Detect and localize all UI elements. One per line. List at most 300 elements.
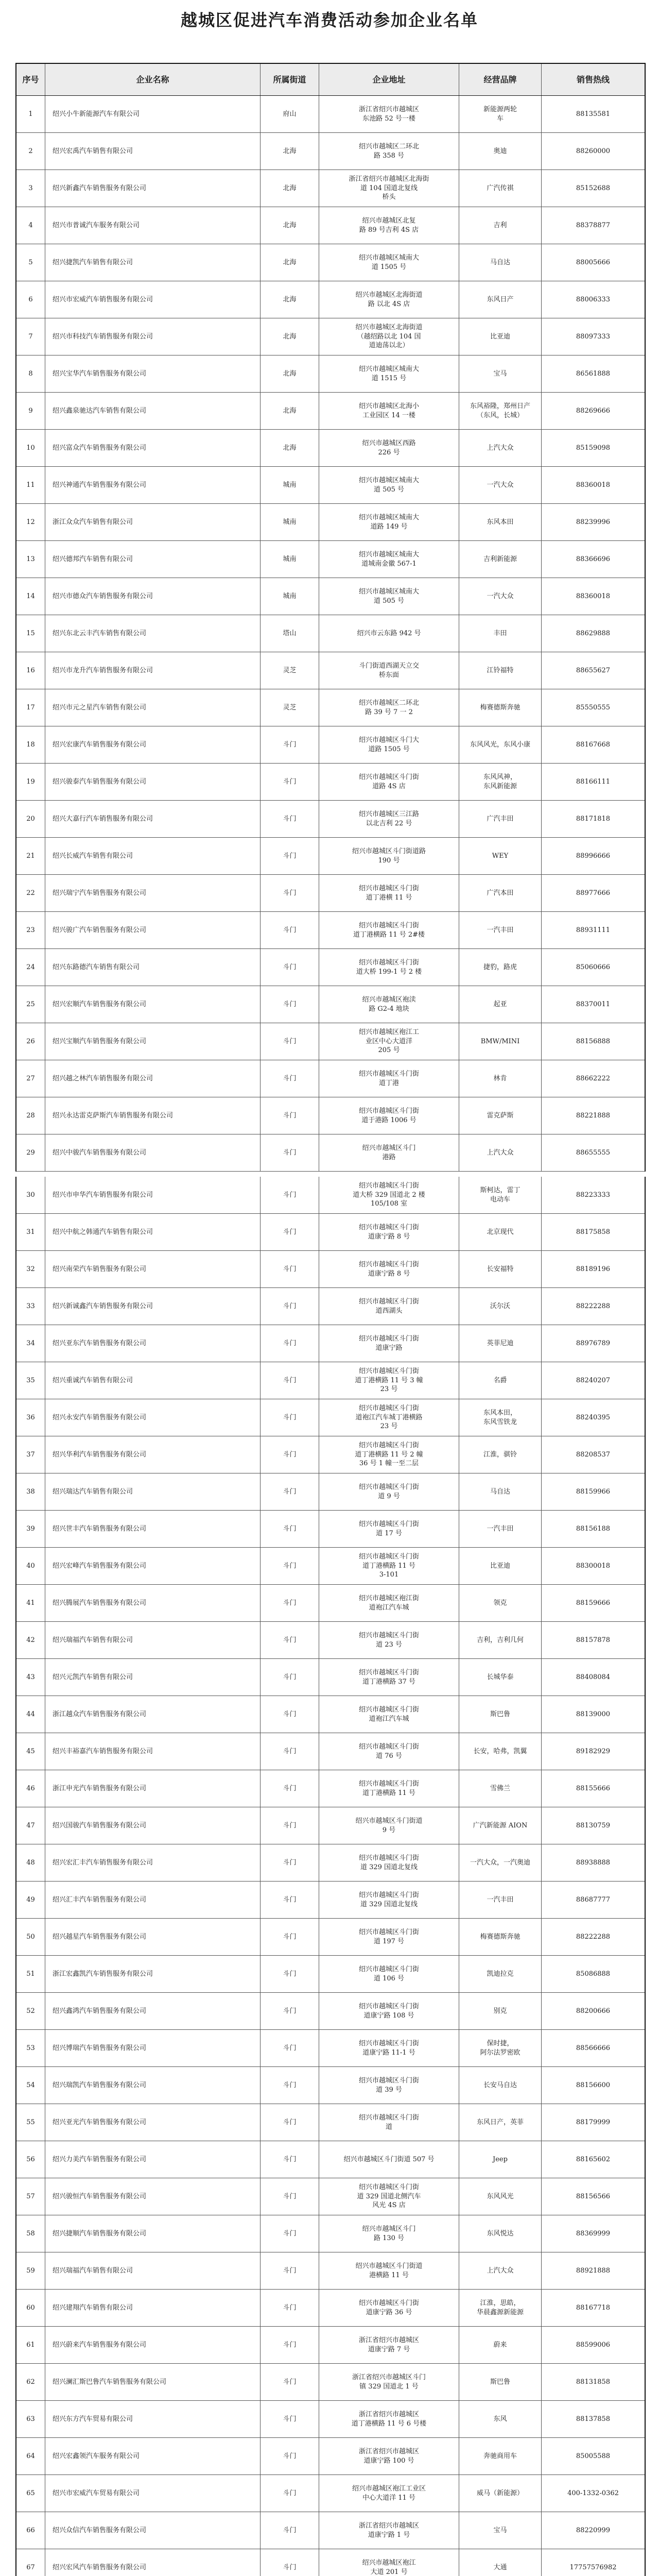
- street-cell: 斗门: [261, 875, 319, 911]
- address-cell: 绍兴市越城区斗门街 道丁港横路 11 号 2#楼: [319, 912, 459, 948]
- table-row: [16, 875, 645, 912]
- brand-cell: 沃尔沃: [459, 1288, 542, 1325]
- street-cell: 斗门: [261, 2030, 319, 2066]
- table-row: [16, 2327, 645, 2364]
- brand-cell: WEY: [459, 838, 542, 874]
- street-cell: 北海: [261, 355, 319, 392]
- serial-number-cell: 1: [16, 96, 45, 132]
- sales-hotline-cell: 88159666: [576, 1599, 611, 1607]
- sales-hotline-cell: 88369999: [576, 2229, 611, 2238]
- page-break: [15, 1172, 646, 1177]
- brand-cell: 丰田: [459, 615, 542, 652]
- brand-cell: 上汽大众: [459, 1134, 542, 1171]
- serial-number-cell: 16: [16, 652, 45, 689]
- sales-hotline-cell: 88156600: [576, 2081, 611, 2089]
- serial-number-cell: 54: [16, 2067, 45, 2104]
- table-row: [16, 2512, 645, 2549]
- table-row: [16, 1956, 645, 1993]
- brand-cell: 雷克萨斯: [459, 1097, 542, 1134]
- serial-number-cell: 20: [16, 801, 45, 837]
- brand-cell: 东风日产，英菲: [459, 2104, 542, 2141]
- brand-cell: 广汽丰田: [459, 801, 542, 837]
- dealer-table: [15, 63, 646, 2576]
- company-name-cell: 绍兴华利汽车销售服务有限公司: [45, 1436, 261, 1473]
- table-row: [16, 2549, 645, 2576]
- address-cell: 绍兴市越城区斗门街 道于港路 1006 号: [319, 1097, 459, 1134]
- company-name-cell: 绍兴宏康汽车销售服务有限公司: [45, 726, 261, 763]
- brand-cell: 别克: [459, 1993, 542, 2029]
- serial-number-cell: 63: [16, 2401, 45, 2437]
- company-name-cell: 绍兴市元之星汽车销售有限公司: [45, 689, 261, 726]
- brand-cell: 广汽新能源 AION: [459, 1807, 542, 1844]
- table-row: [16, 1548, 645, 1585]
- sales-hotline-cell: 88165602: [576, 2155, 611, 2163]
- brand-cell: 奥迪: [459, 133, 542, 170]
- sales-hotline-cell: 88360018: [576, 481, 611, 489]
- table-row: [16, 504, 645, 541]
- street-cell: 北海: [261, 133, 319, 170]
- company-name-cell: 绍兴市龙升汽车销售服务有限公司: [45, 652, 261, 689]
- sales-hotline-cell: 88139000: [576, 1710, 611, 1718]
- sales-hotline-cell: 88166111: [576, 777, 611, 786]
- company-name-cell: 浙江众众汽车销售有限公司: [45, 504, 261, 540]
- company-name-cell: 绍兴元凯汽车销售有限公司: [45, 1659, 261, 1696]
- street-cell: 斗门: [261, 1770, 319, 1807]
- brand-cell: 一汽丰田: [459, 1511, 542, 1547]
- sales-hotline-cell: 88370011: [576, 1000, 611, 1008]
- company-name-cell: 绍兴长威汽车销售有限公司: [45, 838, 261, 874]
- table-row: [16, 1993, 645, 2030]
- serial-number-cell: 31: [16, 1214, 45, 1250]
- table-row: [16, 1696, 645, 1733]
- table-row: [16, 726, 645, 764]
- street-cell: 斗门: [261, 1585, 319, 1621]
- serial-number-cell: 34: [16, 1325, 45, 1362]
- street-cell: 斗门: [261, 838, 319, 874]
- table-row: [16, 2067, 645, 2104]
- serial-number-cell: 3: [16, 170, 45, 207]
- street-cell: 斗门: [261, 1696, 319, 1733]
- brand-cell: 马自达: [459, 1473, 542, 1510]
- serial-number-cell: 33: [16, 1288, 45, 1325]
- sales-hotline-cell: 88566666: [576, 2044, 611, 2052]
- serial-number-cell: 28: [16, 1097, 45, 1134]
- street-cell: 斗门: [261, 912, 319, 948]
- sales-hotline-cell: 88655627: [576, 666, 611, 674]
- company-name-cell: 绍兴鑫鸿汽车销售服务有限公司: [45, 1993, 261, 2029]
- serial-number-cell: 2: [16, 133, 45, 170]
- table-row: [16, 2104, 645, 2141]
- company-name-cell: 绍兴丰裕嘉汽车销售服务有限公司: [45, 1733, 261, 1770]
- address-cell: 绍兴市越城区二环北 路 358 号: [319, 133, 459, 170]
- address-cell: 绍兴市越城区斗门街 道丁港: [319, 1060, 459, 1097]
- company-name-cell: 浙江宏鑫凯汽车销售服务有限公司: [45, 1956, 261, 1992]
- page-title: 越城区促进汽车消费活动参加企业名单: [180, 10, 478, 30]
- table-row: [16, 1177, 645, 1214]
- table-header-row: [16, 64, 645, 96]
- company-name-cell: 绍兴新鑫汽车销售服务有限公司: [45, 170, 261, 207]
- company-name-cell: 绍兴大嘉行汽车销售服务有限公司: [45, 801, 261, 837]
- brand-cell: 东风风神， 东风新能源: [459, 764, 542, 800]
- sales-hotline-cell: 88687777: [576, 1895, 611, 1904]
- street-cell: 斗门: [261, 1362, 319, 1399]
- sales-hotline-cell: 85005588: [576, 2452, 611, 2460]
- street-cell: 城南: [261, 467, 319, 503]
- sales-hotline-cell: 88156888: [576, 1037, 611, 1045]
- serial-number-cell: 49: [16, 1882, 45, 1918]
- table-row: [16, 1251, 645, 1288]
- company-name-cell: 绍兴宏禹汽车销售有限公司: [45, 133, 261, 170]
- serial-number-cell: 21: [16, 838, 45, 874]
- table-row: [16, 2252, 645, 2290]
- serial-number-cell: 38: [16, 1473, 45, 1510]
- sales-hotline-cell: 88996666: [576, 852, 611, 860]
- street-cell: 北海: [261, 430, 319, 466]
- brand-cell: 吉利: [459, 207, 542, 244]
- brand-cell: 大通: [459, 2549, 542, 2576]
- serial-number-cell: 64: [16, 2438, 45, 2475]
- street-cell: 斗门: [261, 1251, 319, 1287]
- table-row: [16, 430, 645, 467]
- sales-hotline-cell: 85152688: [576, 184, 611, 192]
- brand-cell: 比亚迪: [459, 1548, 542, 1584]
- brand-cell: 新能源两轮 车: [459, 96, 542, 132]
- sales-hotline-cell: 88366696: [576, 555, 611, 563]
- table-row: [16, 764, 645, 801]
- table-row: [16, 2030, 645, 2067]
- brand-cell: 捷豹，路虎: [459, 949, 542, 986]
- table-row: [16, 355, 645, 393]
- brand-cell: 东风本田， 东风雪铁龙: [459, 1399, 542, 1436]
- street-cell: 斗门: [261, 2475, 319, 2512]
- brand-cell: 江铃福特: [459, 652, 542, 689]
- serial-number-cell: 60: [16, 2290, 45, 2326]
- street-cell: 斗门: [261, 726, 319, 763]
- serial-number-cell: 5: [16, 244, 45, 281]
- company-name-cell: 绍兴重诚汽车销售有限公司: [45, 1362, 261, 1399]
- address-cell: 浙江省绍兴市越城区 道康宁路 1 号: [319, 2512, 459, 2549]
- brand-cell: 吉利，吉利几何: [459, 1622, 542, 1658]
- address-cell: 绍兴市越城区北复 路 89 号吉利 4S 店: [319, 207, 459, 244]
- address-cell: 绍兴市越城区斗门街 道: [319, 2104, 459, 2141]
- brand-cell: 名爵: [459, 1362, 542, 1399]
- serial-number-cell: 11: [16, 467, 45, 503]
- street-cell: 斗门: [261, 1023, 319, 1060]
- sales-hotline-cell: 86561888: [576, 369, 611, 378]
- serial-number-cell: 61: [16, 2327, 45, 2363]
- street-cell: 斗门: [261, 1097, 319, 1134]
- street-cell: 斗门: [261, 2067, 319, 2104]
- table-row: [16, 1659, 645, 1696]
- table-row: [16, 1585, 645, 1622]
- address-cell: 浙江省绍兴市越城区 东池路 52 号一楼: [319, 96, 459, 132]
- company-name-cell: 绍兴宏峰汽车销售服务有限公司: [45, 1548, 261, 1584]
- street-cell: 北海: [261, 244, 319, 281]
- street-cell: 斗门: [261, 2364, 319, 2400]
- street-cell: 斗门: [261, 949, 319, 986]
- brand-cell: 斯巴鲁: [459, 1696, 542, 1733]
- company-name-cell: 绍兴永达雷克萨斯汽车销售服务有限公司: [45, 1097, 261, 1134]
- company-name-cell: 绍兴腾展汽车销售服务有限公司: [45, 1585, 261, 1621]
- company-name-cell: 绍兴建翔汽车销售有限公司: [45, 2290, 261, 2326]
- sales-hotline-cell: 88931111: [576, 926, 611, 934]
- address-cell: 绍兴市越城区斗门街 道丁港横路 11 号 3-101: [319, 1548, 459, 1584]
- sales-hotline-cell: 88167668: [576, 740, 611, 749]
- serial-number-cell: 35: [16, 1362, 45, 1399]
- street-cell: 北海: [261, 318, 319, 355]
- table-body: [16, 96, 645, 2576]
- street-cell: 斗门: [261, 1548, 319, 1584]
- brand-cell: 蔚来: [459, 2327, 542, 2363]
- address-cell: 绍兴市越城区斗门街 道 197 号: [319, 1919, 459, 1955]
- brand-cell: 一汽大众: [459, 578, 542, 615]
- company-name-cell: 绍兴骏广汽车销售服务有限公司: [45, 912, 261, 948]
- company-name-cell: 绍兴捷顺汽车销售服务有限公司: [45, 2215, 261, 2252]
- table-row: [16, 1060, 645, 1097]
- address-cell: 绍兴市越城区斗门街 道 23 号: [319, 1622, 459, 1658]
- company-name-cell: 绍兴宏汇丰汽车销售服务有限公司: [45, 1844, 261, 1881]
- serial-number-cell: 44: [16, 1696, 45, 1733]
- header-serial-number: 序号: [16, 64, 45, 95]
- street-cell: 北海: [261, 207, 319, 244]
- company-name-cell: 绍兴市德众汽车销售服务有限公司: [45, 578, 261, 615]
- brand-cell: BMW/MINI: [459, 1023, 542, 1060]
- address-cell: 绍兴市越城区斗门 港路: [319, 1134, 459, 1171]
- brand-cell: 奔驰商用车: [459, 2438, 542, 2475]
- table-row: [16, 1214, 645, 1251]
- brand-cell: 一汽大众，一汽奥迪: [459, 1844, 542, 1881]
- serial-number-cell: 37: [16, 1436, 45, 1473]
- table-row: [16, 2141, 645, 2178]
- brand-cell: 北京现代: [459, 1214, 542, 1250]
- address-cell: 绍兴市越城区斗门街 道丁港横路 11 号 2 幢 36 号 1 幢一至二层: [319, 1436, 459, 1473]
- street-cell: 斗门: [261, 986, 319, 1023]
- street-cell: 斗门: [261, 2252, 319, 2289]
- brand-cell: 宝马: [459, 2512, 542, 2549]
- address-cell: 绍兴市越城区斗门街道路 190 号: [319, 838, 459, 874]
- sales-hotline-cell: 85086888: [576, 1970, 611, 1978]
- street-cell: 斗门: [261, 2549, 319, 2576]
- address-cell: 浙江省绍兴市越城区 道康宁路 7 号: [319, 2327, 459, 2363]
- serial-number-cell: 58: [16, 2215, 45, 2252]
- address-cell: 绍兴市越城区城南大 道城南金徽 567-1: [319, 541, 459, 578]
- street-cell: 斗门: [261, 1177, 319, 1213]
- street-cell: 斗门: [261, 1882, 319, 1918]
- street-cell: 斗门: [261, 1956, 319, 1992]
- table-row: [16, 467, 645, 504]
- company-name-cell: 绍兴世丰汽车销售服务有限公司: [45, 1511, 261, 1547]
- brand-cell: 保时捷， 阿尔法罗密欧: [459, 2030, 542, 2066]
- street-cell: 斗门: [261, 1807, 319, 1844]
- company-name-cell: 绍兴小牛新能源汽车有限公司: [45, 96, 261, 132]
- company-name-cell: 绍兴东路德汽车销售有限公司: [45, 949, 261, 986]
- address-cell: 绍兴市越城区斗门街 道康宁路: [319, 1325, 459, 1362]
- address-cell: 绍兴市越城区斗门街 道 329 国道北侧汽车 风光 4S 店: [319, 2178, 459, 2215]
- table-row: [16, 615, 645, 652]
- serial-number-cell: 18: [16, 726, 45, 763]
- company-name-cell: 绍兴瑞凯汽车销售服务有限公司: [45, 2067, 261, 2104]
- table-row: [16, 1511, 645, 1548]
- address-cell: 绍兴市越城区斗门 路 130 号: [319, 2215, 459, 2252]
- address-cell: 绍兴市越城区斗门街 道 76 号: [319, 1733, 459, 1770]
- sales-hotline-cell: 85550555: [576, 703, 611, 711]
- sales-hotline-cell: 88157878: [576, 1636, 611, 1644]
- brand-cell: 东风风光，东风小康: [459, 726, 542, 763]
- address-cell: 绍兴市越城区城南大 道 505 号: [319, 467, 459, 503]
- sales-hotline-cell: 88137858: [576, 2415, 611, 2423]
- sales-hotline-cell: 88260000: [576, 147, 611, 155]
- address-cell: 绍兴市越城区斗门街 道袍江汽车城丁港横路 23 号: [319, 1399, 459, 1436]
- street-cell: 塔山: [261, 615, 319, 652]
- company-name-cell: 绍兴瑞达汽车销售有限公司: [45, 1473, 261, 1510]
- company-name-cell: 绍兴瑞福汽车销售有限公司: [45, 2252, 261, 2289]
- table-row: [16, 1023, 645, 1060]
- serial-number-cell: 45: [16, 1733, 45, 1770]
- table-row: [16, 1622, 645, 1659]
- brand-cell: 江淮，骐铃: [459, 1436, 542, 1473]
- table-row: [16, 96, 645, 133]
- company-name-cell: 绍兴鑫泉驰达汽车销售有限公司: [45, 393, 261, 429]
- company-name-cell: 绍兴市宏威汽车销售服务有限公司: [45, 281, 261, 318]
- sales-hotline-cell: 88006333: [576, 295, 611, 303]
- brand-cell: 一汽大众: [459, 467, 542, 503]
- serial-number-cell: 41: [16, 1585, 45, 1621]
- header-street: 所属街道: [261, 64, 319, 95]
- serial-number-cell: 15: [16, 615, 45, 652]
- address-cell: 绍兴市越城区北海街道 （越绍路以北 104 国 道迪荡以北）: [319, 318, 459, 355]
- table-row: [16, 1134, 645, 1172]
- sales-hotline-cell: 88360018: [576, 592, 611, 600]
- company-name-cell: 绍兴德邦汽车销售有限公司: [45, 541, 261, 578]
- company-name-cell: 绍兴宝顺汽车销售服务有限公司: [45, 1023, 261, 1060]
- address-cell: 绍兴市越城区斗门街 道袍江汽车城: [319, 1696, 459, 1733]
- table-row: [16, 1770, 645, 1807]
- table-row: [16, 1882, 645, 1919]
- table-row: [16, 281, 645, 318]
- serial-number-cell: 13: [16, 541, 45, 578]
- serial-number-cell: 51: [16, 1956, 45, 1992]
- street-cell: 斗门: [261, 1399, 319, 1436]
- address-cell: 浙江省绍兴市越城区 道丁港横路 11 号 6 号楼: [319, 2401, 459, 2437]
- address-cell: 绍兴市越城区袍江工 业区中心大道洋 205 号: [319, 1023, 459, 1060]
- brand-cell: 江淮，思皓， 华晨鑫源新能源: [459, 2290, 542, 2326]
- serial-number-cell: 6: [16, 281, 45, 318]
- brand-cell: 雪佛兰: [459, 1770, 542, 1807]
- address-cell: 绍兴市越城区三江路 以北吉利 22 号: [319, 801, 459, 837]
- serial-number-cell: 26: [16, 1023, 45, 1060]
- sales-hotline-cell: 88200666: [576, 2007, 611, 2015]
- address-cell: 绍兴市越城区斗门街道 507 号: [319, 2141, 459, 2178]
- street-cell: 城南: [261, 541, 319, 578]
- serial-number-cell: 30: [16, 1177, 45, 1213]
- sales-hotline-cell: 88921888: [576, 2266, 611, 2275]
- street-cell: 斗门: [261, 801, 319, 837]
- serial-number-cell: 59: [16, 2252, 45, 2289]
- serial-number-cell: 67: [16, 2549, 45, 2576]
- street-cell: 灵芝: [261, 689, 319, 726]
- serial-number-cell: 36: [16, 1399, 45, 1436]
- serial-number-cell: 46: [16, 1770, 45, 1807]
- company-name-cell: 绍兴新诚鑫汽车销售服务有限公司: [45, 1288, 261, 1325]
- street-cell: 斗门: [261, 764, 319, 800]
- sales-hotline-cell: 88222288: [576, 1933, 611, 1941]
- street-cell: 斗门: [261, 1919, 319, 1955]
- address-cell: 绍兴市越城区袍江工业区 中心大道洋 11 号: [319, 2475, 459, 2512]
- table-row: [16, 170, 645, 207]
- brand-cell: 马自达: [459, 244, 542, 281]
- sales-hotline-cell: 88220999: [576, 2526, 611, 2534]
- company-name-cell: 绍兴宝华汽车销售服务有限公司: [45, 355, 261, 392]
- address-cell: 绍兴市越城区斗门街 道 329 国道北复线: [319, 1882, 459, 1918]
- company-name-cell: 绍兴宏顺汽车销售服务有限公司: [45, 986, 261, 1023]
- table-row: [16, 1362, 645, 1399]
- sales-hotline-cell: 88189196: [576, 1265, 611, 1273]
- sales-hotline-cell: 88167718: [576, 2303, 611, 2312]
- street-cell: 斗门: [261, 1214, 319, 1250]
- serial-number-cell: 27: [16, 1060, 45, 1097]
- company-name-cell: 绍兴宏风汽车销售服务有限公司: [45, 2549, 261, 2576]
- street-cell: 斗门: [261, 2327, 319, 2363]
- street-cell: 斗门: [261, 1288, 319, 1325]
- serial-number-cell: 7: [16, 318, 45, 355]
- company-name-cell: 绍兴瑞福汽车销售有限公司: [45, 1622, 261, 1658]
- table-row: [16, 801, 645, 838]
- brand-cell: 上汽大众: [459, 2252, 542, 2289]
- company-name-cell: 绍兴永安汽车销售服务有限公司: [45, 1399, 261, 1436]
- table-row: [16, 838, 645, 875]
- address-cell: 绍兴市越城区斗门街 道 17 号: [319, 1511, 459, 1547]
- serial-number-cell: 52: [16, 1993, 45, 2029]
- sales-hotline-cell: 88240207: [576, 1376, 611, 1384]
- company-name-cell: 绍兴富众汽车销售服务有限公司: [45, 430, 261, 466]
- address-cell: 绍兴市越城区袍江街 道袍江汽车城: [319, 1585, 459, 1621]
- table-row: [16, 1436, 645, 1473]
- serial-number-cell: 32: [16, 1251, 45, 1287]
- brand-cell: 东风: [459, 2401, 542, 2437]
- table-row: [16, 1807, 645, 1844]
- street-cell: 北海: [261, 170, 319, 207]
- serial-number-cell: 42: [16, 1622, 45, 1658]
- company-name-cell: 绍兴东北云丰汽车销售有限公司: [45, 615, 261, 652]
- company-name-cell: 绍兴市普诚汽车服务有限公司: [45, 207, 261, 244]
- serial-number-cell: 9: [16, 393, 45, 429]
- street-cell: 城南: [261, 578, 319, 615]
- brand-cell: 上汽大众: [459, 430, 542, 466]
- table-row: [16, 1399, 645, 1436]
- brand-cell: 一汽丰田: [459, 1882, 542, 1918]
- header-brand: 经营品牌: [459, 64, 542, 95]
- brand-cell: 广汽传祺: [459, 170, 542, 207]
- address-cell: 绍兴市越城区斗门大 道路 1505 号: [319, 726, 459, 763]
- address-cell: 绍兴市越城区斗门街 道丁港横路 11 号: [319, 1770, 459, 1807]
- brand-cell: 林肯: [459, 1060, 542, 1097]
- company-name-cell: 绍兴宏鑫领汽车服务有限公司: [45, 2438, 261, 2475]
- serial-number-cell: 23: [16, 912, 45, 948]
- table-row: [16, 393, 645, 430]
- street-cell: 斗门: [261, 1622, 319, 1658]
- brand-cell: 长安，哈弗，凯翼: [459, 1733, 542, 1770]
- street-cell: 府山: [261, 96, 319, 132]
- sales-hotline-cell: 88378877: [576, 221, 611, 229]
- company-name-cell: 绍兴市申华汽车销售服务有限公司: [45, 1177, 261, 1213]
- company-name-cell: 绍兴国骏汽车销售服务有限公司: [45, 1807, 261, 1844]
- brand-cell: Jeep: [459, 2141, 542, 2178]
- brand-cell: 领克: [459, 1585, 542, 1621]
- company-name-cell: 绍兴东方汽车贸易有限公司: [45, 2401, 261, 2437]
- address-cell: 绍兴市越城区北海街道 路 以北 4S 店: [319, 281, 459, 318]
- sales-hotline-cell: 89182929: [576, 1747, 611, 1755]
- serial-number-cell: 40: [16, 1548, 45, 1584]
